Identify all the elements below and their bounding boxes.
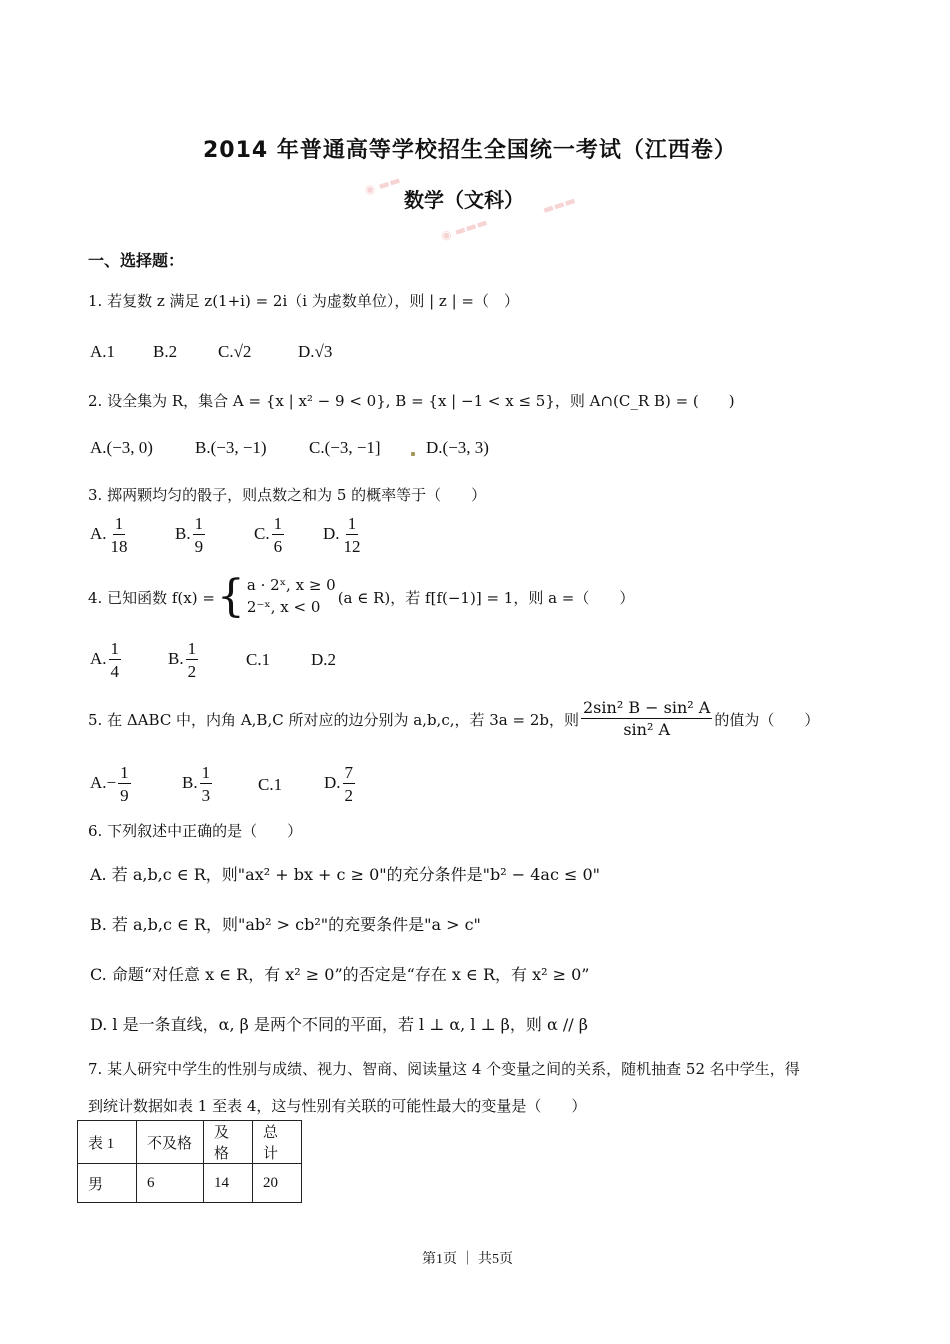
fraction — [118, 764, 131, 804]
table-header-cell: 及格 — [204, 1121, 253, 1164]
question-1-option-c: C.√2 — [218, 342, 252, 361]
option-letter: D. — [324, 772, 341, 792]
watermark-right: ▬▬▬ — [540, 193, 578, 217]
question-4-option-c: C.1 — [246, 650, 271, 669]
fraction-numerator: 1 — [201, 763, 211, 782]
fraction-numerator: 1 — [347, 514, 357, 533]
fraction-denominator: 12 — [343, 537, 361, 556]
fraction — [109, 515, 130, 555]
question-2-option-b: B.(−3, −1) — [195, 438, 267, 457]
table-header-cell: 表 1 — [78, 1121, 137, 1164]
table-cell: 20 — [253, 1164, 302, 1203]
table-header-cell: 总计 — [253, 1121, 302, 1164]
option-letter: A. — [90, 648, 107, 668]
fraction-denominator: 18 — [110, 537, 128, 556]
option-letter: B. — [168, 648, 184, 668]
fraction — [272, 515, 285, 555]
question-5-prefix: 5. 在 ΔABC 中，内角 A,B,C 所对应的边分别为 a,b,c,，若 3a = 2b，则 — [88, 710, 579, 729]
option-letter: C. — [254, 523, 270, 543]
fraction-numerator: 1 — [187, 639, 197, 658]
page-subtitle: 数学（文科） — [404, 188, 524, 212]
question-5-option-b — [182, 764, 214, 804]
question-3-option-a — [90, 515, 132, 555]
option-letter: B. — [175, 523, 191, 543]
question-4-option-d: D.2 — [311, 650, 337, 669]
question-5-text — [88, 700, 819, 738]
question-7-line-2: 到统计数据如表 1 至表 4，这与性别有关联的可能性最大的变量是（ ） — [88, 1097, 587, 1115]
fraction — [109, 640, 122, 680]
table-header-cell: 不及格 — [137, 1121, 204, 1164]
question-5-option-d — [324, 764, 357, 804]
fraction-numerator: 7 — [344, 763, 354, 782]
table-cell: 6 — [137, 1164, 204, 1203]
question-6-option-d: D. l 是一条直线，α, β 是两个不同的平面，若 l ⊥ α, l ⊥ β，则 α // β — [90, 1015, 589, 1034]
question-2-option-c: C.(−3, −1] — [309, 438, 381, 457]
fraction — [200, 764, 213, 804]
watermark-left: ◉ ▬▬ — [362, 172, 403, 198]
question-3-option-b — [175, 515, 207, 555]
table-cell: 男 — [78, 1164, 137, 1203]
question-1-option-b: B.2 — [153, 342, 178, 361]
page-footer: 第1页 ｜ 共5页 — [422, 1252, 513, 1267]
table-header-row — [78, 1121, 302, 1164]
question-6-option-a: A. 若 a,b,c ∈ R，则"ax² + bx + c ≥ 0"的充分条件是"b² − 4ac ≤ 0" — [90, 865, 601, 884]
question-2-option-d: D.(−3, 3) — [426, 438, 489, 457]
option-letter: A. — [90, 523, 107, 543]
question-3-text: 3. 掷两颗均匀的骰子，则点数之和为 5 的概率等于（ ） — [88, 486, 487, 504]
fraction-numerator: 1 — [114, 514, 124, 533]
fraction-denominator: 4 — [110, 662, 120, 681]
question-5-expression — [581, 700, 712, 738]
question-4-option-b — [168, 640, 200, 680]
fraction-numerator: 2sin² B − sin² A — [583, 698, 711, 717]
question-6-option-b: B. 若 a,b,c ∈ R，则"ab² > cb²"的充要条件是"a > c" — [90, 915, 481, 934]
question-1-option-d: D.√3 — [298, 342, 333, 361]
fraction-denominator: 2 — [344, 786, 354, 805]
table-row — [78, 1164, 302, 1203]
question-4-text — [88, 571, 635, 622]
question-3-option-c — [254, 515, 286, 555]
question-5-option-a — [90, 764, 133, 804]
fraction — [186, 640, 199, 680]
fraction-denominator: 2 — [187, 662, 197, 681]
fraction-numerator: 1 — [120, 763, 129, 782]
question-1-text: 1. 若复数 z 满足 z(1+i) = 2i（i 为虚数单位），则 | z | =（ ） — [88, 292, 519, 310]
question-7-line-1: 7. 某人研究中学生的性别与成绩、视力、智商、阅读量这 4 个变量之间的关系，随机抽查 52 名中学生，得 — [88, 1060, 800, 1078]
piecewise-cases — [247, 575, 336, 619]
fraction-denominator: 9 — [194, 537, 204, 556]
question-1-option-a: A.1 — [90, 342, 116, 361]
question-6-option-c: C. 命题“对任意 x ∈ R，有 x² ≥ 0”的否定是“存在 x ∈ R，有 x² ≥ 0” — [90, 965, 590, 984]
question-3-option-d — [323, 515, 365, 555]
fraction-numerator: 1 — [273, 514, 283, 533]
fraction-numerator: 1 — [194, 514, 204, 533]
option-letter: D. — [323, 523, 340, 543]
piecewise-case-2: 2⁻ˣ, x < 0 — [246, 598, 321, 616]
question-2-option-a: A.(−3, 0) — [90, 438, 153, 457]
fraction-numerator: 1 — [110, 639, 120, 658]
question-5-suffix: 的值为（ ） — [714, 710, 820, 729]
fraction — [342, 515, 363, 555]
fraction-denominator: sin² A — [623, 720, 671, 739]
table-cell: 14 — [204, 1164, 253, 1203]
option-letter: B. — [182, 772, 198, 792]
question-4-suffix: (a ∈ R)，若 f[f(−1)] = 1，则 a =（ ） — [337, 588, 635, 607]
option-letter: A.− — [90, 772, 117, 792]
fraction — [193, 515, 206, 555]
data-table-1 — [77, 1120, 302, 1203]
fraction-denominator: 3 — [201, 786, 211, 805]
watermark-center: ◉ ▬▬▬ — [439, 214, 490, 244]
fraction — [343, 764, 356, 804]
section-heading: 一、选择题： — [88, 251, 185, 270]
page-title: 2014 年普通高等学校招生全国统一考试（江西卷） — [203, 138, 737, 163]
piecewise-brace: { — [216, 571, 245, 622]
question-2-text: 2. 设全集为 R，集合 A = {x | x² − 9 < 0}, B = {x | −1 < x ≤ 5}，则 A∩(C_R B) = ( ) — [88, 392, 735, 410]
question-5-option-c: C.1 — [258, 775, 283, 794]
speck-mark — [411, 452, 415, 456]
question-4-prefix: 4. 已知函数 f(x) = — [88, 588, 215, 607]
fraction-denominator: 6 — [273, 537, 283, 556]
piecewise-case-1: a · 2ˣ, x ≥ 0 — [246, 576, 336, 595]
question-6-text: 6. 下列叙述中正确的是（ ） — [88, 822, 303, 840]
fraction-denominator: 9 — [120, 786, 129, 805]
question-4-option-a — [90, 640, 123, 680]
